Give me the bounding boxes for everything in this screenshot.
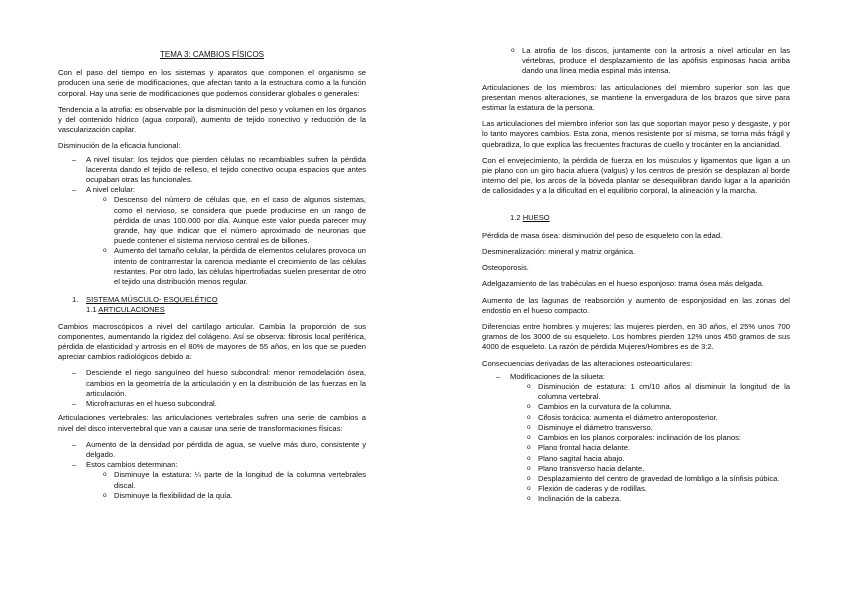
efficacy-list: [58, 155, 366, 288]
list-item: o Cambios en la curvatura de la columna.: [520, 402, 790, 412]
list-item: o Cifosis torácica: aumenta el diámetro anteroposterior.: [520, 413, 790, 423]
list-item: o Desplazamiento del centro de gravedad de lombligo a la sínfisis púbica.: [520, 474, 790, 484]
section-title: SISTEMA MÚSCULO- ESQUELÉTICO: [86, 295, 218, 305]
vertebral-list: [58, 440, 366, 501]
subsection-heading: [482, 213, 790, 223]
section-number: 1.: [72, 295, 79, 305]
list-item: o Plano transverso hacia delante.: [520, 464, 790, 474]
list-item: – A nivel tisular: los tejidos que pierden células no recambiables sufren la pérdida lacerenta dando el tejido de relleso, el tejido conectivo ocupa espacios que antes ocupaban otras las funcionales.: [58, 155, 366, 186]
list-item: o Flexión de caderas y de rodillas.: [520, 484, 790, 494]
list-item-label: Modificaciones de la silueta:: [510, 371, 605, 381]
list-item: o Plano frontal hacia delante.: [520, 443, 790, 453]
limbs-paragraph: Articulaciones de los miembros: las articulaciones del miembro superior son las que presentan menos alteraciones, se mantiene la envergadura de los brazos que sirve para estimar la estatura de la persona.: [482, 82, 790, 113]
bone-paragraph: Desmineralización: mineral y matriz orgánica.: [482, 247, 636, 257]
atrophy-paragraph: Tendencia a la atrofia: es observable por la disminución del peso y volumen en los órganos y del contenido hídrico (agua corporal), aumento de tejido conectivo y reducción de la vascularización capilar.: [58, 104, 366, 135]
list-item-label: Estos cambios determinan:: [86, 460, 178, 470]
cellular-list: [96, 195, 366, 287]
silhouette-list: [520, 382, 790, 504]
subsection-title: HUESO: [522, 212, 550, 222]
right-column: [482, 46, 790, 509]
list-item: o Disminución de estatura: 1 cm/10 años al disminuir la longitud de la columna vertebral.: [520, 382, 790, 402]
list-item: o Disminuye el diámetro transverso.: [520, 423, 790, 433]
list-item: o Plano sagital hacia abajo.: [520, 454, 790, 464]
subsection-title: ARTICULACIONES: [98, 305, 165, 315]
list-item: o Inclinación de la cabeza.: [520, 494, 790, 504]
lower-limb-paragraph: Las articulaciones del miembro inferior son las que soportan mayor peso y desgaste, y por lo tanto mayores cambios. Esta zona, menos resistente por sí misma, se torna más frágil y quebradiza, lo que explica las frecuentes fracturas de cuello y trocánter en la ancianidad.: [482, 119, 790, 149]
subsection-number: 1.2: [510, 212, 521, 222]
list-item: [58, 185, 366, 287]
list-item: – Aumento de la densidad por pérdida de agua, se vuelve más duro, consistente y delgado.: [58, 440, 366, 460]
efficacy-heading: Disminución de la eficacia funcional:: [58, 141, 181, 151]
left-column: [58, 46, 366, 505]
list-item: o Cambios en los planos corporales: inclinación de los planos:: [520, 433, 790, 443]
list-item: o Descenso del número de células que, en el caso de algunos sistemas, como el nervioso, se considera que puede producirse en un rango de pérdida de unas 100.000 por día. Aunque este valor pueda parecer muy grande, hay que indicar que el número aproximado de neuronas que puede contener el sistema nervioso central es de billones.: [96, 195, 366, 246]
list-item: o Disminuye la flexibilidad de la quía.: [96, 491, 366, 501]
list-item: – Microfracturas en el hueso subcondral.: [58, 399, 366, 409]
list-item: [58, 460, 366, 501]
list-item-label: A nivel celular:: [86, 185, 135, 195]
list-item: o Aumento del tamaño celular, la pérdida de elementos celulares provoca un intento de contrarrestar la carencia mediante el crecimiento de las células restantes. Por otro lado, las células hipertrofiadas suelen presentar de otro el tejido una distribución menos regular.: [96, 246, 366, 287]
list-item: o Disminuye la estatura: ¼ parte de la longitud de la columna vertebrales discal.: [96, 470, 366, 490]
section-heading: [58, 295, 366, 305]
document-title: TEMA 3: CAMBIOS FÍSICOS: [159, 50, 265, 59]
determine-list: [96, 470, 366, 501]
bone-paragraph: Diferencias entre hombres y mujeres: las mujeres pierden, en 30 años, el 25% unos 700 gramos de los 3000 de su esqueleto. Los hombres pierden 12% unos 450 gramos de sus 4000 de esqueleto. La razón de pérdida Mujeres/Hombres es de 3:2.: [482, 322, 790, 352]
intro-paragraph: Con el paso del tiempo en los sistemas y aparatos que componen el organismo se producen una serie de modificaciones, que afectan tanto a la estructura como a la función corporal. Hay una serie de modificaciones que podemos considerar globales o generales:: [58, 68, 366, 98]
list-item: o La atrofia de los discos, juntamente con la artrosis a nivel articular en las vértebras, produce el desplazamiento de las apófisis espinosas hacia arriba dando una línea media espinal más intensa.: [504, 46, 790, 77]
atrophy-discs-list: [504, 46, 790, 77]
cartilage-paragraph: Cambios macroscópicos a nivel del cartílago articular. Cambia la proporción de sus componentes, aumentando la rigidez del colágeno. Así se observa: fibrosis local periférica, pérdida de elasticidad y artrosis en el 80% de mayores de 55 años, en los que se pueden apreciar cambios radiológicos debido a:: [58, 321, 366, 362]
list-item: [482, 372, 790, 505]
subsection-heading: [58, 305, 366, 315]
consequences-list: [482, 372, 790, 505]
bone-paragraph: Osteoporosis.: [482, 263, 529, 273]
subsection-number: 1.1: [86, 305, 97, 315]
bone-paragraph: Pérdida de masa ósea: disminución del peso de esqueleto con la edad.: [482, 230, 723, 240]
bone-paragraph: Consecuencias derivadas de las alteraciones osteoarticulares:: [482, 358, 693, 368]
bone-paragraph: Adelgazamiento de las trabéculas en el hueso esponjoso: trama ósea más delgada.: [482, 279, 764, 289]
vertebral-paragraph: Articulaciones vertebrales: las articulaciones vertebrales sufren una serie de cambios a nivel del disco intervertebral que van a causar una serie de transformaciones físicas:: [58, 413, 366, 433]
bone-paragraph: Aumento de las lagunas de reabsorción y aumento de esponjosidad en las zonas del endostio en el hueso compacto.: [482, 295, 790, 315]
list-item: – Desciende el riego sanguíneo del hueso subcondral: menor remodelación ósea, cambios en la geometría de la articulación y en la distribución de las fuerzas en la articulación.: [58, 368, 366, 399]
aging-paragraph: Con el envejecimiento, la pérdida de fuerza en los músculos y ligamentos que ligan a un pie plano con un giro hacia afuera (valgus) y los centros de presión se desplazan al borde interno del pie, los arcos de la bóveda plantar se desequilibran dando lugar a la aparición de callosidades y a la dificultad en el equilibrio corporal, la alineación y la marcha.: [482, 155, 790, 196]
radiological-list: [58, 368, 366, 409]
